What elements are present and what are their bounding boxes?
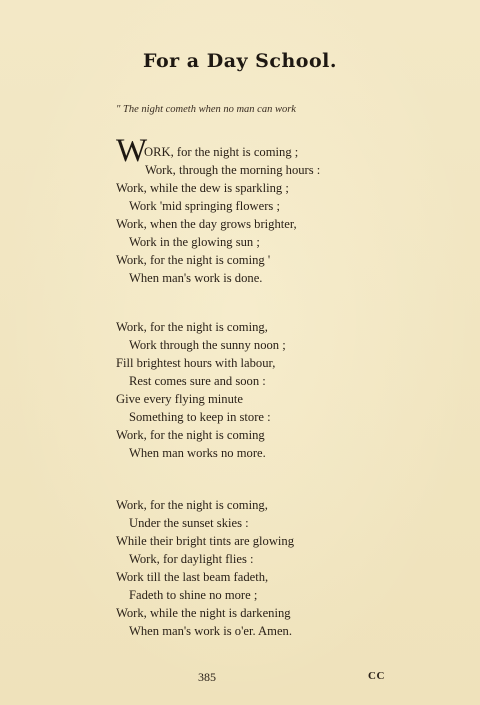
verse-line: Work, for the night is coming,: [116, 320, 268, 334]
verse-line: Work, while the dew is sparkling ;: [116, 181, 289, 195]
verse-line: When man works no more.: [129, 446, 266, 460]
verse-line: While their bright tints are glowing: [116, 534, 295, 548]
verse-line: Work, through the morning hours :: [145, 163, 321, 177]
verse-line: When man's work is o'er. Amen.: [129, 624, 292, 638]
epigraph: " The night cometh when no man can work: [116, 104, 296, 115]
verse-line: Work, for daylight flies :: [129, 552, 254, 566]
first-line-text: ORK, for the night is coming ;: [144, 145, 299, 159]
signature-mark: CC: [368, 670, 385, 682]
verse-line: Something to keep in store :: [129, 410, 271, 424]
verse-line: Give every flying minute: [116, 392, 243, 406]
verse-line: Fill brightest hours with labour,: [116, 356, 276, 370]
verse-line: Work in the glowing sun ;: [129, 235, 260, 249]
page-number: 385: [198, 670, 216, 684]
verse-line: Work, when the day grows brighter,: [116, 217, 297, 231]
hymn-title: For a Day School.: [143, 50, 337, 72]
verse-line: Under the sunset skies :: [129, 516, 249, 530]
drop-cap: W: [116, 133, 148, 169]
verse-line: Work till the last beam fadeth,: [116, 570, 269, 584]
verse-line: Work, for the night is coming ': [116, 253, 271, 267]
verse-line: Rest comes sure and soon :: [129, 374, 266, 388]
verse-line: Work, for the night is coming: [116, 428, 265, 442]
verse-line: Work, while the night is darkening: [116, 606, 291, 620]
verse-line: Work through the sunny noon ;: [129, 338, 286, 352]
verse-line: When man's work is done.: [129, 271, 263, 285]
verse-line: Work, for the night is coming,: [116, 498, 268, 512]
verse-line: Work 'mid springing flowers ;: [129, 199, 280, 213]
verse-line: Fadeth to shine no more ;: [129, 588, 258, 602]
